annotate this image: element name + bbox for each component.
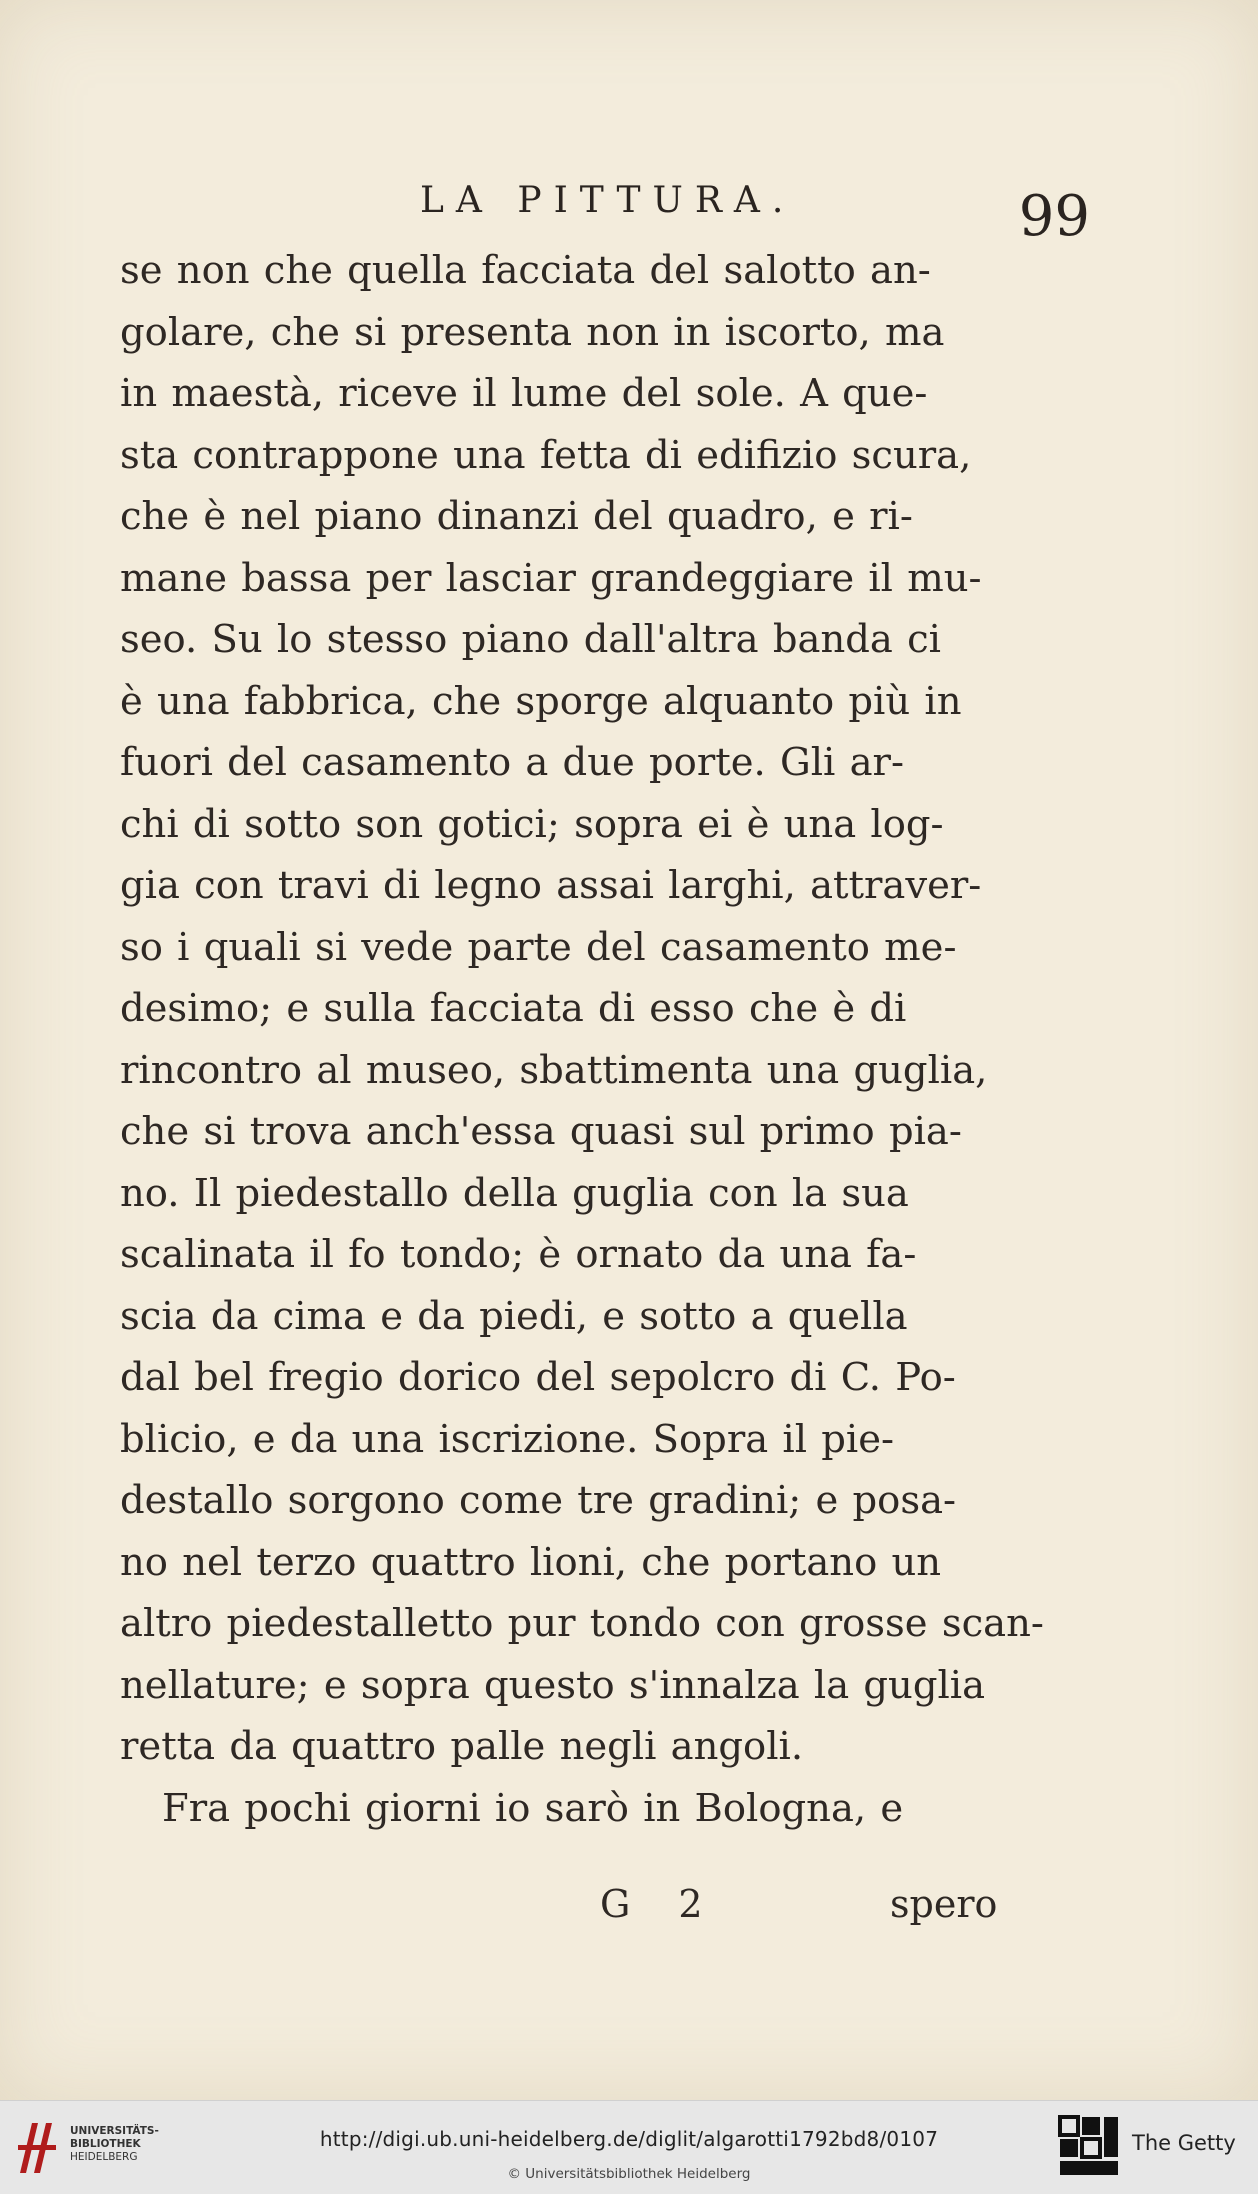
viewer-footer-bar [0, 2100, 1258, 2194]
text-line: no. Il piedestallo della guglia con la sua [120, 1170, 909, 1216]
text-line: nellature; e sopra questo s'innalza la guglia [120, 1662, 986, 1708]
text-line: se non che quella facciata del salotto an- [120, 248, 931, 293]
page-number: 99 [1018, 184, 1090, 249]
text-line: no nel terzo quattro lioni, che portano un [120, 1539, 942, 1585]
text-line: in maestà, riceve il lume del sole. A que- [120, 371, 928, 416]
text-line: rincontro al museo, sbattimenta una guglia, [120, 1047, 988, 1093]
text-line: gia con travi di legno assai larghi, attraver- [120, 863, 982, 908]
text-line: so i quali si vede parte del casamento me- [120, 924, 957, 970]
copyright-notice: © Universitätsbibliothek Heidelberg [507, 2166, 751, 2182]
text-line: sta contrappone una fetta di edifizio scura, [120, 432, 972, 478]
library-logo-line: HEIDELBERG [70, 2151, 138, 2163]
body-text [120, 240, 1080, 1839]
getty-label[interactable]: The Getty [1132, 2131, 1236, 2155]
text-line-paragraph-start: Fra pochi giorni io sarò in Bologna, e [162, 1785, 904, 1831]
text-line: destallo sorgono come tre gradini; e posa- [120, 1478, 957, 1523]
library-logo-line: UNIVERSITÄTS- [70, 2125, 159, 2137]
text-line: che è nel piano dinanzi del quadro, e ri- [120, 494, 913, 539]
text-line: scia da cima e da piedi, e sotto a quella [120, 1293, 908, 1339]
permalink-url[interactable]: http://digi.ub.uni-heidelberg.de/diglit/algarotti1792bd8/0107 [319, 2127, 939, 2151]
text-line: desimo; e sulla facciata di esso che è di [120, 986, 907, 1031]
text-line: mane bassa per lasciar grandeggiare il mu- [120, 555, 982, 601]
library-logo-line: BIBLIOTHEK [70, 2138, 141, 2150]
text-line: seo. Su lo stesso piano dall'altra banda ci [120, 617, 941, 662]
text-line: altro piedestalletto pur tondo con grosse scan- [120, 1601, 1044, 1646]
running-head: LA PITTURA. [420, 180, 796, 221]
text-line: scalinata il fo tondo; è ornato da una fa- [120, 1232, 917, 1277]
text-line: retta da quattro palle negli angoli. [120, 1724, 804, 1769]
text-line: che si trova anch'essa quasi sul primo pia- [120, 1109, 962, 1154]
text-line: fuori del casamento a due porte. Gli ar- [120, 740, 904, 785]
text-line: chi di sotto son gotici; sopra ei è una log- [120, 801, 944, 847]
text-line: dal bel fregio dorico del sepolcro di C. Po- [120, 1355, 956, 1400]
signature-mark: G 2 [600, 1882, 721, 1926]
page-footer [0, 1882, 1258, 1942]
text-line: è una fabbrica, che sporge alquanto più in [120, 678, 962, 724]
catchword: spero [890, 1882, 998, 1926]
getty-logo-icon[interactable] [1058, 2115, 1122, 2179]
text-line: blicio, e da una iscrizione. Sopra il pie- [120, 1416, 895, 1462]
text-line: golare, che si presenta non in iscorto, ma [120, 309, 945, 355]
